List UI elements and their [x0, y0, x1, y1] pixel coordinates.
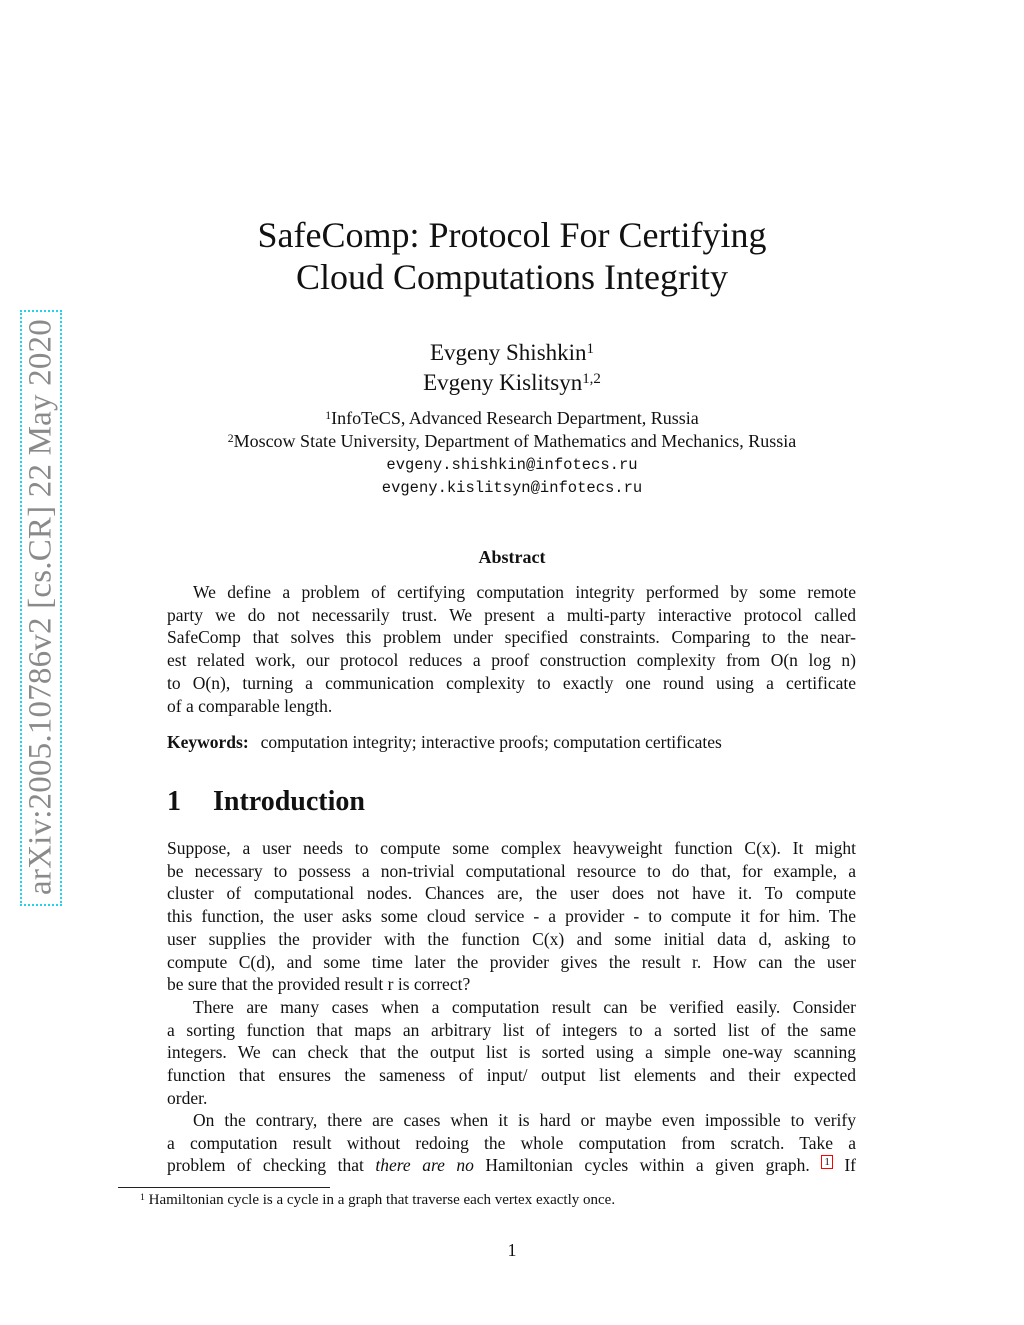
body-line: be sure that the provided result r is correct? [167, 974, 471, 995]
email-1[interactable]: evgeny.shishkin@infotecs.ru [386, 456, 638, 474]
body-line: this function, the user asks some cloud service - a provider - to compute it for him. The [167, 906, 856, 927]
intro-paragraph-3 [167, 1109, 856, 1177]
intro-paragraph-1 [167, 837, 856, 996]
footnote-rule [118, 1187, 330, 1188]
body-line: cluster of computational nodes. Chances are, the user does not have it. To compute [167, 883, 856, 904]
abstract-line: party we do not necessarily trust. We present a multi-party interactive protocol called [167, 604, 856, 625]
keywords-text: computation integrity; interactive proofs; computation certificates [260, 732, 722, 752]
keywords-label: Keywords: [167, 732, 249, 752]
body-line: integers. We can check that the output list is sorted using a simple one-way scanning [167, 1042, 856, 1063]
body-line: function that ensures the sameness of input/ output list elements and their expected [167, 1065, 856, 1086]
section-title: Introduction [213, 786, 365, 817]
section-number: 1 [167, 786, 181, 817]
abstract-body [167, 581, 856, 717]
affiliation-mark: 1 [325, 408, 332, 422]
abstract-line: est related work, our protocol reduces a proof construction complexity from O(n log n) [167, 650, 856, 671]
author-affiliation-mark: 1,2 [582, 371, 601, 388]
body-line: a computation result without redoing the whole computation from scratch. Take a [167, 1132, 856, 1153]
body-line: a sorting function that maps an arbitrary list of integers to a sorted list of the same [167, 1019, 856, 1040]
arxiv-stamp: arXiv:2005.10786v2 [cs.CR] 22 May 2020 [22, 319, 59, 895]
title-line-2: Cloud Computations Integrity [296, 257, 728, 297]
author-affiliation-mark: 1 [586, 341, 594, 358]
affiliation-1 [0, 408, 1024, 429]
keywords [167, 732, 722, 753]
body-line: Suppose, a user needs to compute some complex heavyweight function C(x). It might [167, 838, 856, 858]
abstract-line: We define a problem of certifying computation integrity performed by some remote [193, 582, 856, 602]
text-segment: problem of checking that [167, 1155, 364, 1176]
author-name: Evgeny Shishkin [430, 340, 587, 365]
page-number: 1 [507, 1240, 517, 1260]
text-segment: If [844, 1155, 856, 1176]
author-2 [0, 370, 1024, 396]
affiliation-2 [0, 431, 1024, 452]
text-segment: Hamiltonian cycles within a given graph. [485, 1155, 810, 1176]
body-line: compute C(d), and some time later the provider gives the result r. How can the user [167, 951, 856, 972]
body-line-with-footnote [167, 1154, 856, 1177]
section-heading [167, 786, 365, 818]
footnote-mark: 1 [140, 1191, 145, 1203]
affiliation-text: InfoTeCS, Advanced Research Department, Russia [331, 408, 699, 428]
abstract-heading: Abstract [478, 547, 546, 567]
body-line: user supplies the provider with the function C(x) and some initial data d, asking to [167, 928, 856, 949]
abstract-line: to O(n), turning a communication complexity to exactly one round using a certificate [167, 672, 856, 693]
author-name: Evgeny Kislitsyn [423, 370, 583, 395]
footnote-text: Hamiltonian cycle is a cycle in a graph that traverse each vertex exactly once. [148, 1192, 616, 1208]
affiliation-mark: 2 [227, 431, 234, 445]
intro-paragraph-2 [167, 996, 856, 1110]
footnote-link[interactable]: 1 [821, 1155, 833, 1169]
body-line: be necessary to possess a non-trivial computational resource to do that, for example, a [167, 860, 856, 881]
author-1 [0, 340, 1024, 366]
footnote [140, 1192, 615, 1209]
abstract-line: of a comparable length. [167, 695, 333, 716]
body-line: On the contrary, there are cases when it is hard or maybe even impossible to verify [193, 1110, 856, 1130]
affiliation-text: Moscow State University, Department of Mathematics and Mechanics, Russia [233, 431, 797, 451]
paper-title [0, 214, 1024, 298]
emphasis: there are no [375, 1155, 474, 1176]
email-2[interactable]: evgeny.kislitsyn@infotecs.ru [381, 479, 643, 497]
body-line: There are many cases when a computation result can be verified easily. Consider [193, 997, 856, 1017]
abstract-line: SafeComp that solves this problem under specified constraints. Comparing to the near- [167, 627, 856, 648]
body-line: order. [167, 1087, 208, 1108]
title-line-1: SafeComp: Protocol For Certifying [257, 215, 767, 255]
